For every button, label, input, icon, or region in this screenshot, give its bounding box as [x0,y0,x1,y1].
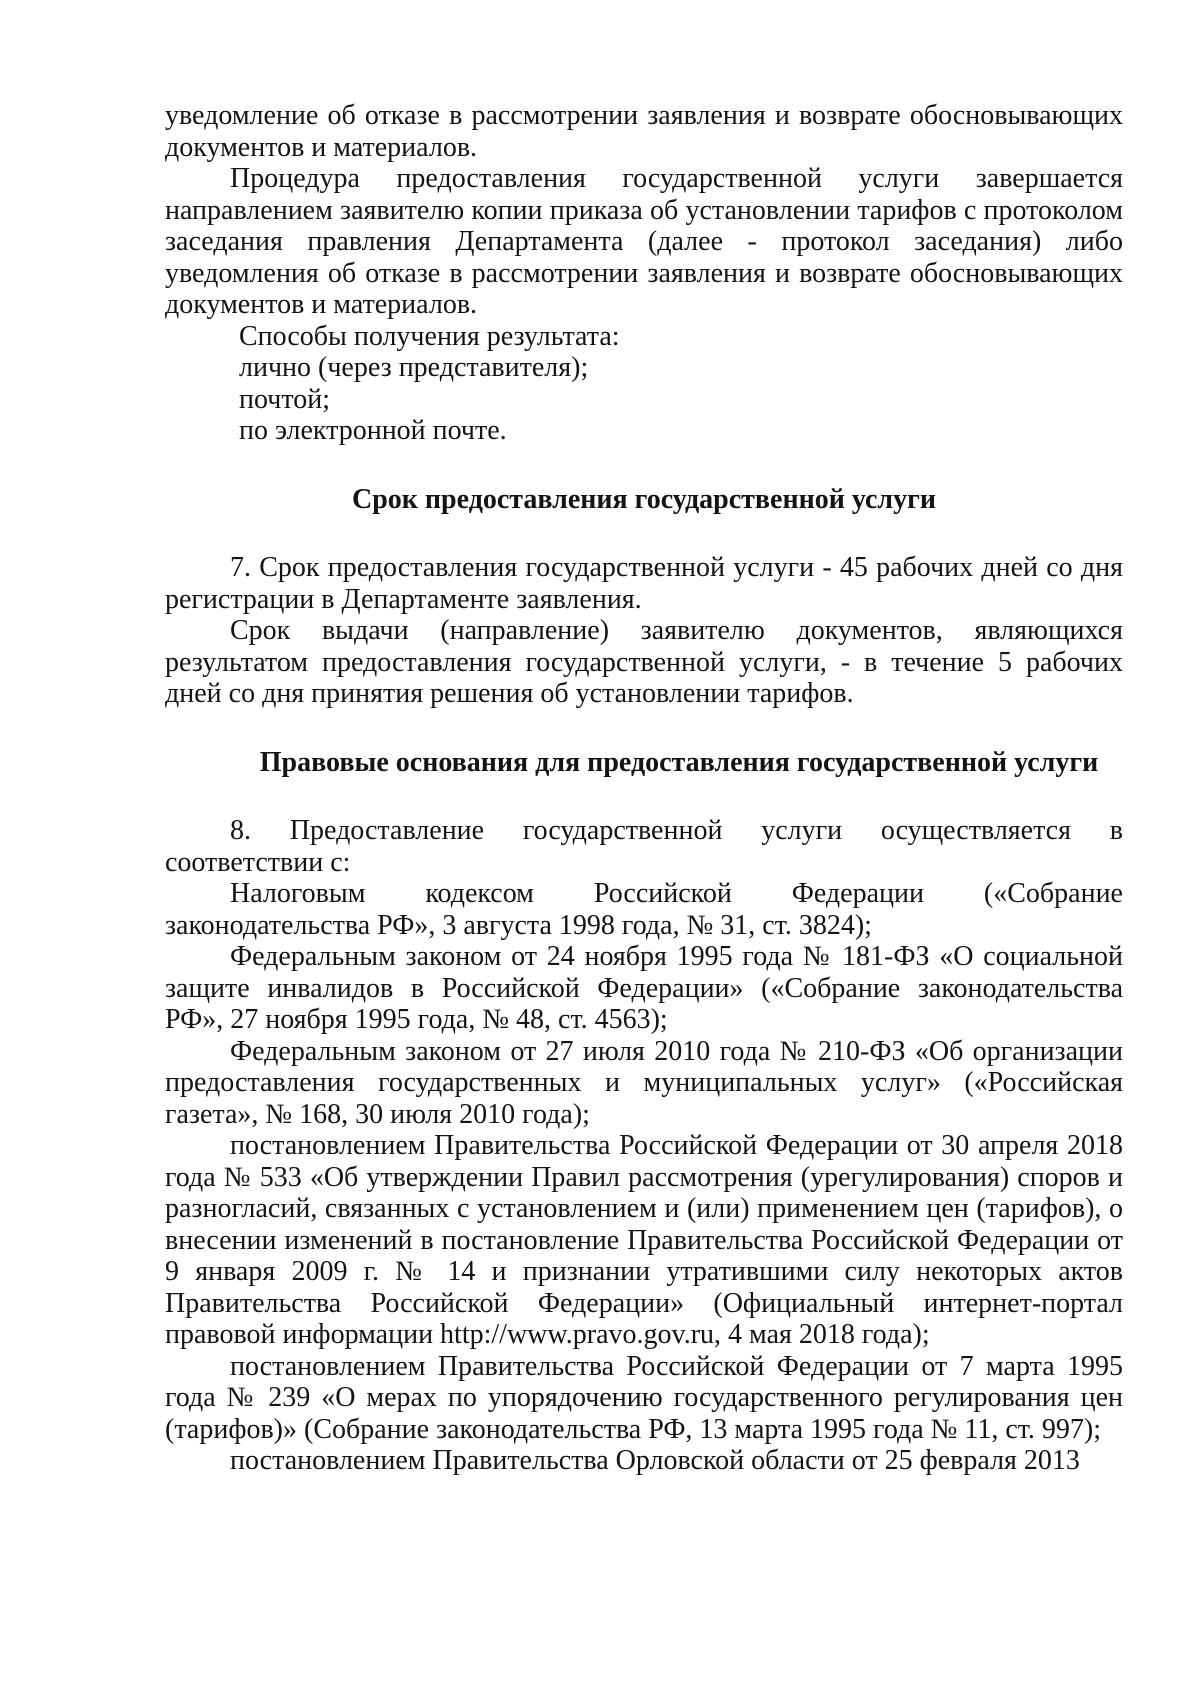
paragraph-intro: уведомление об отказе в рассмотрении заявления и возврате обосновывающих документов и материалов. [165,100,1123,163]
methods-title: Способы получения результата: [239,320,620,352]
legal-item: постановлением Правительства Российской Федерации от 7 марта 1995 года № 239 «О мерах по упорядочению государственного регулирования цен (тарифов)» (Собрание законодательства РФ, 13 марта 1995 года № 11, ст. 997); [165,1350,1123,1445]
legal-item: постановлением Правительства Орловской области от 25 февраля 2013 [230,1445,1080,1476]
legal-item: постановлением Правительства Российской Федерации от 30 апреля 2018 года № 533 «Об утверждении Правил рассмотрения (урегулирования) споров и разногласий, связанных с установлением и (или) применением цен (тарифов), о внесении изменений в постановление Правительства Российской Федерации от 9 января 2009 г. № 14 и признании утратившими силу некоторых актов Правительства Российской Федерации» (Официальный интернет-портал правовой информации http://www.pravo.gov.ru, 4 мая 2018 года); [165,1130,1123,1350]
legal-item: Налоговым кодексом Российской Федерации («Собрание законодательства РФ», 3 августа 1998 года, № 31, ст. 3824); [165,878,1123,941]
paragraph-7: 7. Срок предоставления государственной услуги - 45 рабочих дней со дня регистрации в Департаменте заявления. [165,552,1123,615]
section-heading-term: Срок предоставления государственной услуги [352,483,936,515]
paragraph-issue: Срок выдачи (направление) заявителю документов, являющихся результатом предоставления государственной услуги, - в течение 5 рабочих дней со дня принятия решения об установлении тарифов. [165,615,1123,709]
method-item: почтой; [239,383,330,415]
document-page [165,100,1123,1477]
legal-item: Федеральным законом от 27 июля 2010 года № 210-ФЗ «Об организации предоставления государственных и муниципальных услуг» («Российская газета», № 168, 30 июля 2010 года); [165,1035,1123,1130]
paragraph-8: 8. Предоставление государственной услуги осуществляется в соответствии с: [165,815,1123,878]
section-heading-legal: Правовые основания для предоставления государственной услуги [259,746,1099,778]
method-item: лично (через представителя); [239,352,589,383]
paragraph-procedure: Процедура предоставления государственной услуги завершается направлением заявителю копии приказа об установлении тарифов с протоколом заседания правления Департамента (далее - протокол заседания) либо уведомления об отказе в рассмотрении заявления и возврате обосновывающих документов и материалов. [165,163,1123,320]
legal-item: Федеральным законом от 24 ноября 1995 года № 181-ФЗ «О социальной защите инвалидов в Российской Федерации» («Собрание законодательства РФ», 27 ноября 1995 года, № 48, ст. 4563); [165,941,1123,1035]
method-item: по электронной почте. [239,415,507,446]
